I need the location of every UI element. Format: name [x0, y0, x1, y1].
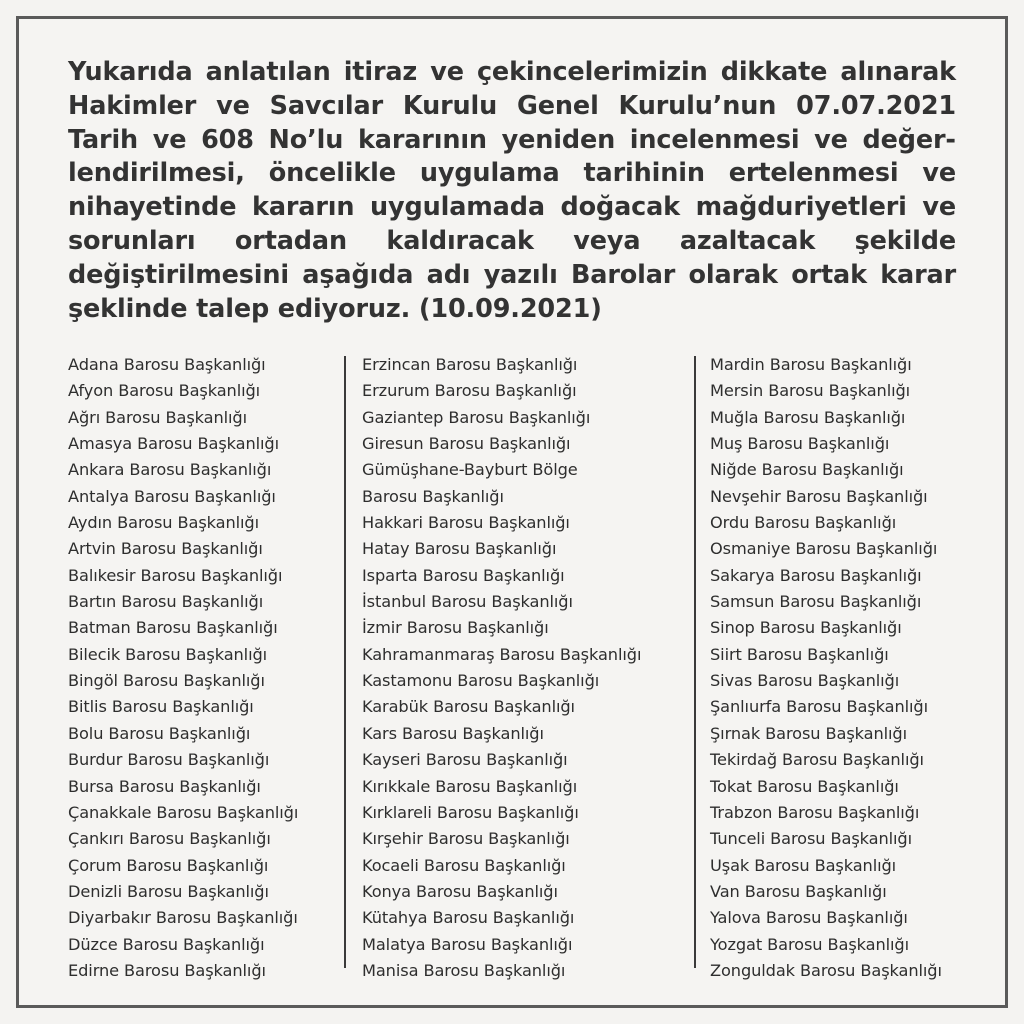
signatory-item: Batman Barosu Başkanlığı	[68, 618, 278, 638]
signatory-item: Bilecik Barosu Başkanlığı	[68, 644, 268, 664]
signatory-item: Giresun Barosu Başkanlığı	[362, 434, 571, 454]
signatory-item: Ağrı Barosu Başkanlığı	[68, 407, 248, 427]
signatory-item: Bursa Barosu Başkanlığı	[68, 776, 261, 796]
signatory-item: Denizli Barosu Başkanlığı	[68, 881, 269, 901]
signatory-item: Şanlıurfa Barosu Başkanlığı	[710, 697, 928, 717]
signatory-item: Karabük Barosu Başkanlığı	[362, 697, 575, 717]
signatory-item: Isparta Barosu Başkanlığı	[362, 565, 565, 585]
signatory-item: Amasya Barosu Başkanlığı	[68, 434, 280, 454]
signatory-item: Çorum Barosu Başkanlığı	[68, 855, 269, 875]
signatory-item: İstanbul Barosu Başkanlığı	[362, 592, 573, 612]
signatory-item: Kırşehir Barosu Başkanlığı	[362, 829, 570, 849]
bar-association-list	[0, 352, 1024, 982]
signatory-item: Tunceli Barosu Başkanlığı	[710, 829, 913, 849]
signatory-item: Mardin Barosu Başkanlığı	[710, 355, 912, 374]
column-divider	[694, 356, 696, 968]
signatory-item: Sivas Barosu Başkanlığı	[710, 671, 900, 691]
signatory-item: Kırıkkale Barosu Başkanlığı	[362, 776, 578, 796]
signatory-item: Yalova Barosu Başkanlığı	[710, 908, 908, 928]
signatory-item: Hakkari Barosu Başkanlığı	[362, 513, 570, 533]
signatory-item: Kayseri Barosu Başkanlığı	[362, 750, 568, 770]
signatory-item: Diyarbakır Barosu Başkanlığı	[68, 908, 298, 928]
signatory-item: Malatya Barosu Başkanlığı	[362, 934, 573, 954]
signatory-item: Manisa Barosu Başkanlığı	[362, 960, 566, 980]
signatory-item: Siirt Barosu Başkanlığı	[710, 644, 889, 664]
signatory-item: Edirne Barosu Başkanlığı	[68, 960, 266, 980]
signatory-item: Van Barosu Başkanlığı	[710, 881, 887, 901]
signatory-item: Bartın Barosu Başkanlığı	[68, 592, 264, 612]
signatory-item: Kars Barosu Başkanlığı	[362, 723, 544, 743]
signatory-item: Çanakkale Barosu Başkanlığı	[68, 802, 299, 822]
signatory-item: Adana Barosu Başkanlığı	[68, 355, 266, 374]
signatory-item: Ordu Barosu Başkanlığı	[710, 513, 897, 533]
signatory-item: Antalya Barosu Başkanlığı	[68, 486, 276, 506]
signatory-item: Sinop Barosu Başkanlığı	[710, 618, 902, 638]
signatory-item: Aydın Barosu Başkanlığı	[68, 513, 259, 533]
signatory-column-2	[362, 352, 641, 984]
signatory-column-1	[68, 352, 298, 984]
signatory-item: Balıkesir Barosu Başkanlığı	[68, 565, 283, 585]
signatory-item: Bingöl Barosu Başkanlığı	[68, 671, 265, 691]
signatory-item: Bolu Barosu Başkanlığı	[68, 723, 251, 743]
signatory-item: Artvin Barosu Başkanlığı	[68, 539, 263, 559]
signatory-column-3	[710, 352, 942, 984]
signatory-item: Yozgat Barosu Başkanlığı	[710, 934, 909, 954]
signatory-item: Kahramanmaraş Barosu Başkanlığı	[362, 644, 642, 664]
signatory-item: Ankara Barosu Başkanlığı	[68, 460, 272, 480]
signatory-item: Muğla Barosu Başkanlığı	[710, 407, 906, 427]
signatory-item: Tokat Barosu Başkanlığı	[710, 776, 899, 796]
signatory-item: Trabzon Barosu Başkanlığı	[710, 802, 920, 822]
signatory-item: Barosu Başkanlığı	[362, 486, 504, 506]
signatory-item: Uşak Barosu Başkanlığı	[710, 855, 897, 875]
signatory-item: Şırnak Barosu Başkanlığı	[710, 723, 908, 743]
signatory-item: Düzce Barosu Başkanlığı	[68, 934, 265, 954]
signatory-item: Bitlis Barosu Başkanlığı	[68, 697, 254, 717]
column-divider	[344, 356, 346, 968]
signatory-item: Burdur Barosu Başkanlığı	[68, 750, 270, 770]
signatory-item: Niğde Barosu Başkanlığı	[710, 460, 904, 480]
signatory-item: Hatay Barosu Başkanlığı	[362, 539, 557, 559]
signatory-item: Sakarya Barosu Başkanlığı	[710, 565, 922, 585]
signatory-item: Erzurum Barosu Başkanlığı	[362, 381, 577, 401]
signatory-item: Muş Barosu Başkanlığı	[710, 434, 890, 454]
statement-paragraph: Yukarıda anlatılan itiraz ve çekincelerimizin dikkate alınarak Hakimler ve Savcılar Kurulu Genel Kurulu’nun 07.07.2021 Tarih ve 608 No’lu kararının yeniden incelenmesi ve değerlendirilmesi, öncelikle uygulama tarihinin ertelenmesi ve nihayetinde kararın uygulamada doğacak mağduriyetleri ve sorunları ortadan kaldıracak veya azaltacak şekilde değiştirilmesini aşağıda adı yazılı Barolar olarak ortak karar şeklinde talep ediyoruz. (10.09.2021)	[68, 57, 956, 324]
signatory-item: Tekirdağ Barosu Başkanlığı	[710, 750, 924, 770]
signatory-item: Mersin Barosu Başkanlığı	[710, 381, 911, 401]
signatory-item: Kocaeli Barosu Başkanlığı	[362, 855, 566, 875]
signatory-item: Afyon Barosu Başkanlığı	[68, 381, 261, 401]
signatory-item: Kastamonu Barosu Başkanlığı	[362, 671, 600, 691]
signatory-item: Nevşehir Barosu Başkanlığı	[710, 486, 928, 506]
signatory-item: Kütahya Barosu Başkanlığı	[362, 908, 575, 928]
signatory-item: Osmaniye Barosu Başkanlığı	[710, 539, 938, 559]
signatory-item: Erzincan Barosu Başkanlığı	[362, 355, 578, 374]
signatory-item: Çankırı Barosu Başkanlığı	[68, 829, 271, 849]
signatory-item: Gaziantep Barosu Başkanlığı	[362, 407, 591, 427]
signatory-item: Samsun Barosu Başkanlığı	[710, 592, 922, 612]
signatory-item: Kırklareli Barosu Başkanlığı	[362, 802, 579, 822]
signatory-item: Zonguldak Barosu Başkanlığı	[710, 960, 942, 980]
signatory-item: Konya Barosu Başkanlığı	[362, 881, 558, 901]
signatory-item: İzmir Barosu Başkanlığı	[362, 618, 549, 638]
signatory-item: Gümüşhane-Bayburt Bölge	[362, 460, 578, 480]
